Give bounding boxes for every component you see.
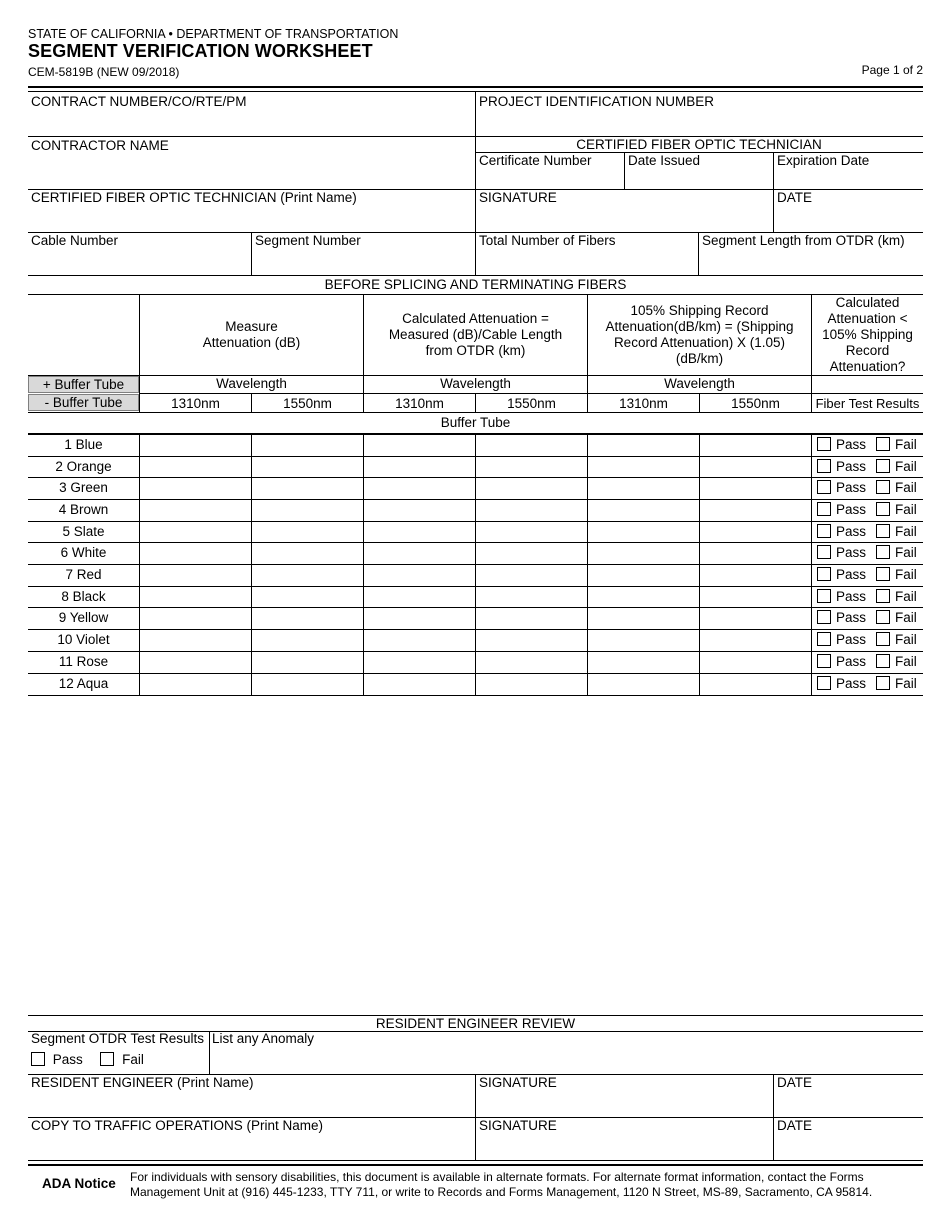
wavelength-1550-label: 1550nm <box>507 396 556 411</box>
otdr-pass-fail <box>31 1052 144 1067</box>
otdr-results-label: Segment OTDR Test Results <box>31 1031 205 1046</box>
total-fibers-field[interactable]: Total Number of Fibers <box>479 233 616 248</box>
wavelength-1310-label: 1310nm <box>171 396 220 411</box>
tech-date-field[interactable]: DATE <box>777 190 813 205</box>
project-id-field[interactable]: PROJECT IDENTIFICATION NUMBER <box>479 94 715 109</box>
form-title: SEGMENT VERIFICATION WORKSHEET <box>28 41 373 61</box>
contractor-name-field[interactable]: CONTRACTOR NAME <box>31 138 169 153</box>
fail-label: Fail <box>895 524 917 539</box>
ada-notice-text: For individuals with sensory disabilities, this document is available in alternate formats. For alternate format information, contact the Forms Management Unit at (916) 445-1233, TTY 711, or write to Records and Forms Management, 1120 N Street, MS-89, Sacramento, CA 95814. <box>130 1170 873 1199</box>
pass-label: Pass <box>836 654 867 669</box>
segment-length-field[interactable]: Segment Length from OTDR (km) <box>702 233 905 248</box>
fail-label: Fail <box>895 567 917 582</box>
section-title: BEFORE SPLICING AND TERMINATING FIBERS <box>324 277 627 292</box>
tech-print-name-field[interactable]: CERTIFIED FIBER OPTIC TECHNICIAN (Print Name) <box>31 190 357 205</box>
shipping-attenuation-header: 105% Shipping Record Attenuation(dB/km) = (Shipping Record Attenuation) X (1.05) (dB/km) <box>605 303 794 366</box>
divider <box>28 275 923 276</box>
fail-label: Fail <box>895 545 917 560</box>
row-divider <box>28 521 923 522</box>
wavelength-1550-label: 1550nm <box>731 396 780 411</box>
fiber-result-group <box>817 632 923 647</box>
fail-checkbox[interactable] <box>876 437 890 451</box>
pass-checkbox[interactable] <box>817 545 831 559</box>
anomaly-field[interactable]: List any Anomaly <box>212 1031 315 1046</box>
fiber-test-results-label: Fiber Test Results <box>815 396 920 411</box>
date-issued-field[interactable]: Date Issued <box>628 153 701 168</box>
engineer-name-field[interactable]: RESIDENT ENGINEER (Print Name) <box>31 1075 254 1090</box>
fail-checkbox[interactable] <box>876 654 890 668</box>
fail-label: Fail <box>895 502 917 517</box>
pass-checkbox[interactable] <box>817 610 831 624</box>
row-divider <box>28 629 923 630</box>
fiber-result-group <box>817 502 923 517</box>
fiber-result-group <box>817 567 923 582</box>
pass-checkbox[interactable] <box>817 589 831 603</box>
wavelength-label: Wavelength <box>440 376 511 391</box>
wavelength-label: Wavelength <box>664 376 735 391</box>
otdr-fail-checkbox[interactable] <box>100 1052 114 1066</box>
row-divider <box>28 651 923 652</box>
fail-label: Fail <box>895 610 917 625</box>
contract-number-field[interactable]: CONTRACT NUMBER/CO/RTE/PM <box>31 94 247 109</box>
divider <box>28 1160 923 1161</box>
fiber-result-group <box>817 480 923 495</box>
divider <box>28 412 923 413</box>
pass-label: Pass <box>836 632 867 647</box>
pass-checkbox[interactable] <box>817 654 831 668</box>
segment-number-field[interactable]: Segment Number <box>255 233 361 248</box>
fiber-label: 6 White <box>60 545 107 560</box>
fiber-label: 3 Green <box>59 480 108 495</box>
fail-checkbox[interactable] <box>876 545 890 559</box>
wavelength-label: Wavelength <box>216 376 287 391</box>
divider <box>773 1074 774 1160</box>
row-divider <box>28 607 923 608</box>
pass-label: Pass <box>836 545 867 560</box>
fail-label: Fail <box>895 459 917 474</box>
fail-label: Fail <box>895 437 917 452</box>
fiber-result-group <box>817 524 923 539</box>
page-indicator: Page 1 of 2 <box>861 63 923 77</box>
divider <box>209 1031 210 1074</box>
traffic-name-field[interactable]: COPY TO TRAFFIC OPERATIONS (Print Name) <box>31 1118 324 1133</box>
fiber-result-group <box>817 459 923 474</box>
pass-label: Pass <box>836 589 867 604</box>
row-divider <box>28 695 923 696</box>
fiber-label: 7 Red <box>65 567 102 582</box>
fiber-label: 9 Yellow <box>58 610 109 625</box>
row-divider <box>28 456 923 457</box>
divider <box>28 1164 923 1166</box>
pass-label: Pass <box>836 480 867 495</box>
fail-checkbox[interactable] <box>876 610 890 624</box>
row-divider <box>28 499 923 500</box>
fail-checkbox[interactable] <box>876 502 890 516</box>
fiber-result-group <box>817 676 923 691</box>
calculated-attenuation-header: Calculated Attenuation = Measured (dB)/Cable Length from OTDR (km) <box>388 311 563 358</box>
fail-checkbox[interactable] <box>876 676 890 690</box>
form-number: CEM-5819B (NEW 09/2018) <box>28 65 180 79</box>
fiber-label: 8 Black <box>61 589 106 604</box>
fiber-result-group <box>817 589 923 604</box>
pass-checkbox[interactable] <box>817 676 831 690</box>
fail-checkbox[interactable] <box>876 459 890 473</box>
pass-label: Pass <box>836 676 867 691</box>
row-divider <box>28 586 923 587</box>
comparison-header: Calculated Attenuation < 105% Shipping Record Attenuation? <box>822 295 913 374</box>
fail-checkbox[interactable] <box>876 480 890 494</box>
form-page <box>28 0 923 1230</box>
fiber-label: 1 Blue <box>64 437 103 452</box>
fiber-result-group <box>817 437 923 452</box>
buffer-tube-label: Buffer Tube <box>440 415 511 430</box>
divider <box>475 91 476 275</box>
tech-signature-field[interactable]: SIGNATURE <box>479 190 557 205</box>
pass-label: Pass <box>836 459 867 474</box>
review-title: RESIDENT ENGINEER REVIEW <box>375 1016 576 1031</box>
divider <box>698 232 699 275</box>
pass-label: Pass <box>836 610 867 625</box>
engineer-signature-field[interactable]: SIGNATURE <box>479 1075 557 1090</box>
fiber-label: 5 Slate <box>62 524 105 539</box>
fiber-label: 11 Rose <box>58 654 109 669</box>
pass-label: Pass <box>836 502 867 517</box>
row-divider <box>28 673 923 674</box>
fiber-label: 12 Aqua <box>58 676 109 691</box>
fail-checkbox[interactable] <box>876 524 890 538</box>
fail-label: Fail <box>895 632 917 647</box>
pass-label: Pass <box>836 437 867 452</box>
fail-checkbox[interactable] <box>876 632 890 646</box>
fail-checkbox[interactable] <box>876 589 890 603</box>
pass-checkbox[interactable] <box>817 437 831 451</box>
certified-tech-heading: CERTIFIED FIBER OPTIC TECHNICIAN <box>576 137 822 152</box>
fail-label: Fail <box>895 480 917 495</box>
fiber-label: 4 Brown <box>58 502 109 517</box>
expiration-date-field[interactable]: Expiration Date <box>777 153 870 168</box>
otdr-fail-label: Fail <box>122 1052 144 1067</box>
otdr-pass-label: Pass <box>52 1052 83 1067</box>
fail-checkbox[interactable] <box>876 567 890 581</box>
wavelength-1310-label: 1310nm <box>395 396 444 411</box>
fail-label: Fail <box>895 676 917 691</box>
row-divider <box>28 564 923 565</box>
minus-buffer-tube-button[interactable]: - Buffer Tube <box>28 394 139 411</box>
fiber-label: 2 Orange <box>55 459 112 474</box>
row-divider <box>28 477 923 478</box>
pass-checkbox[interactable] <box>817 567 831 581</box>
cable-number-field[interactable]: Cable Number <box>31 233 119 248</box>
fail-label: Fail <box>895 654 917 669</box>
traffic-signature-field[interactable]: SIGNATURE <box>479 1118 557 1133</box>
pass-checkbox[interactable] <box>817 632 831 646</box>
pass-checkbox[interactable] <box>817 459 831 473</box>
divider <box>475 1074 476 1160</box>
pass-checkbox[interactable] <box>817 502 831 516</box>
ada-notice-title: ADA Notice <box>42 1176 116 1191</box>
plus-buffer-tube-button[interactable]: + Buffer Tube <box>28 376 139 393</box>
row-divider <box>28 542 923 543</box>
fiber-label: 10 Violet <box>57 632 110 647</box>
fiber-result-group <box>817 610 923 625</box>
engineer-date-field[interactable]: DATE <box>777 1075 813 1090</box>
divider <box>773 152 774 232</box>
otdr-pass-checkbox[interactable] <box>31 1052 45 1066</box>
wavelength-1550-label: 1550nm <box>283 396 332 411</box>
traffic-date-field[interactable]: DATE <box>777 1118 813 1133</box>
fail-label: Fail <box>895 589 917 604</box>
fiber-result-group <box>817 654 923 669</box>
wavelength-1310-label: 1310nm <box>619 396 668 411</box>
pass-label: Pass <box>836 524 867 539</box>
divider <box>624 152 625 189</box>
divider <box>251 232 252 275</box>
fiber-result-group <box>817 545 923 560</box>
certificate-number-field[interactable]: Certificate Number <box>479 153 592 168</box>
measure-attenuation-header: Measure Attenuation (dB) <box>202 319 301 350</box>
divider <box>28 86 923 88</box>
agency-heading: STATE OF CALIFORNIA • DEPARTMENT OF TRANSPORTATION <box>28 27 399 41</box>
pass-checkbox[interactable] <box>817 480 831 494</box>
pass-checkbox[interactable] <box>817 524 831 538</box>
pass-label: Pass <box>836 567 867 582</box>
divider <box>139 393 923 394</box>
